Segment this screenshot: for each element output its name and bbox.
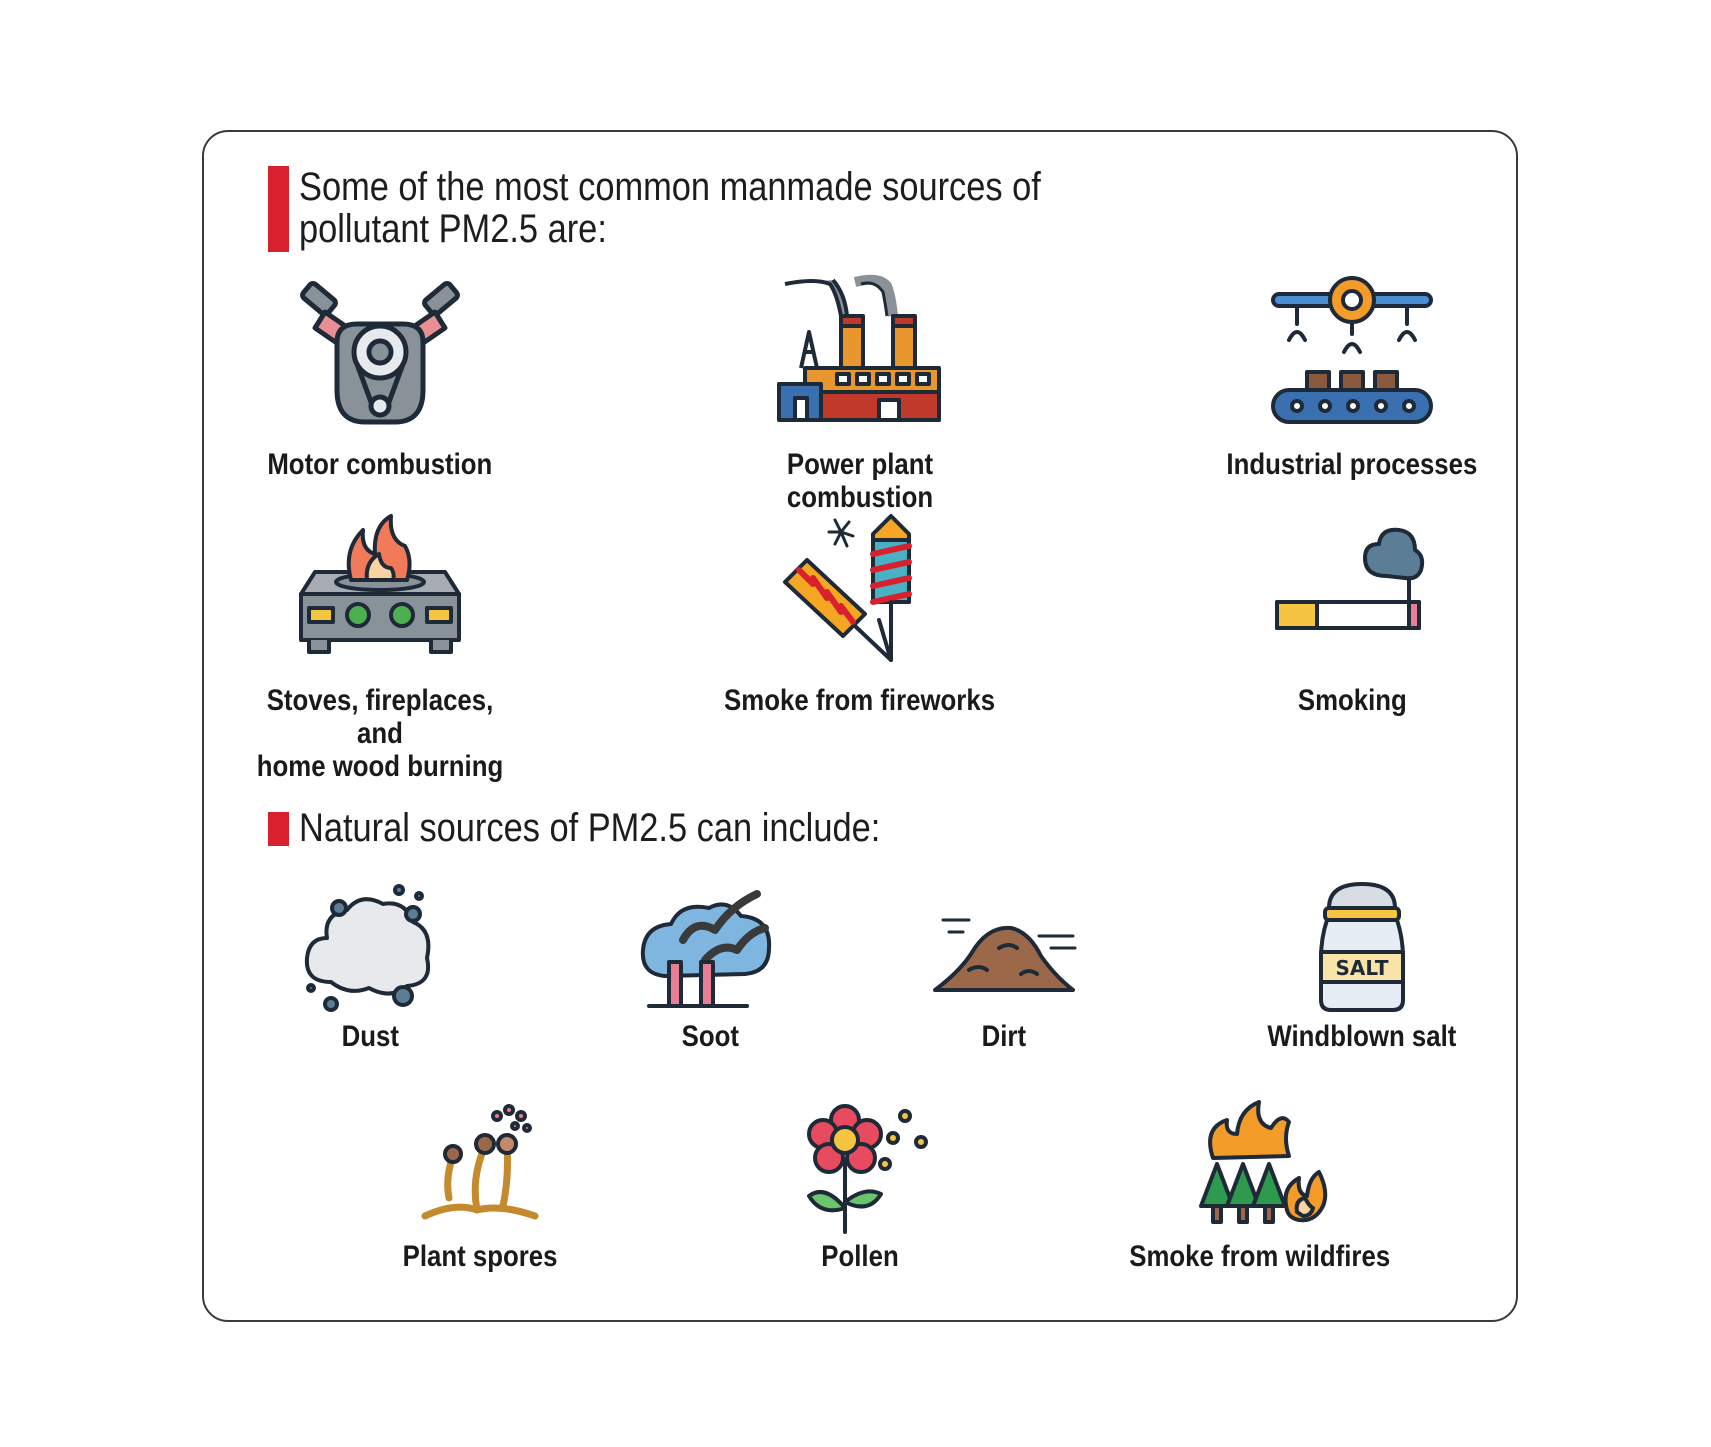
- label-dust: Dust: [341, 1020, 399, 1053]
- natural-heading-text: Natural sources of PM2.5 can include:: [299, 806, 881, 850]
- manmade-heading-text: Some of the most common manmade sources of pollutant PM2.5 are:: [299, 165, 1041, 251]
- label-smoking: Smoking: [1297, 684, 1407, 717]
- label-soot: Soot: [681, 1020, 739, 1053]
- label-stoves: Stoves, fireplaces, and home wood burning: [256, 684, 504, 783]
- natural-heading: [268, 806, 975, 850]
- power-plant-icon: [775, 272, 945, 432]
- label-power-plant: Power plant combustion: [786, 448, 934, 514]
- source-plant-spores: [330, 1098, 630, 1273]
- engine-icon: [295, 272, 465, 432]
- stove-fire-icon: [295, 510, 465, 670]
- salt-shaker-icon: [1287, 878, 1437, 1014]
- label-motor-combustion: Motor combustion: [267, 448, 493, 481]
- salt-label-text: SALT: [1335, 956, 1389, 980]
- source-wildfires: [1100, 1098, 1420, 1273]
- source-pollen: [710, 1098, 1010, 1273]
- cigarette-icon: [1267, 510, 1437, 670]
- source-fireworks: [700, 510, 1020, 717]
- flower-pollen-icon: [785, 1098, 935, 1234]
- source-dust: [250, 878, 490, 1053]
- accent-bar: [268, 166, 289, 252]
- label-fireworks: Smoke from fireworks: [724, 684, 996, 717]
- label-salt: Windblown salt: [1267, 1020, 1457, 1053]
- label-plant-spores: Plant spores: [402, 1240, 558, 1273]
- label-dirt: Dirt: [981, 1020, 1027, 1053]
- dust-cloud-icon: [295, 878, 445, 1014]
- soot-chimney-icon: [635, 878, 785, 1014]
- label-wildfires: Smoke from wildfires: [1129, 1240, 1391, 1273]
- fireworks-icon: [775, 510, 945, 670]
- source-industrial: [1192, 272, 1512, 481]
- manmade-heading: [268, 166, 1162, 252]
- plant-spores-icon: [405, 1098, 555, 1234]
- source-soot: [590, 878, 830, 1053]
- industrial-conveyor-icon: [1267, 272, 1437, 432]
- label-industrial: Industrial processes: [1226, 448, 1478, 481]
- label-pollen: Pollen: [821, 1240, 899, 1273]
- wildfire-trees-icon: [1185, 1098, 1335, 1234]
- source-salt: [1202, 878, 1522, 1053]
- source-smoking: [1192, 510, 1512, 717]
- source-motor-combustion: [220, 272, 540, 481]
- source-power-plant: [700, 272, 1020, 514]
- accent-bar: [268, 812, 289, 846]
- dirt-pile-icon: [929, 878, 1079, 1014]
- source-dirt: [884, 878, 1124, 1053]
- source-stoves: [220, 510, 540, 783]
